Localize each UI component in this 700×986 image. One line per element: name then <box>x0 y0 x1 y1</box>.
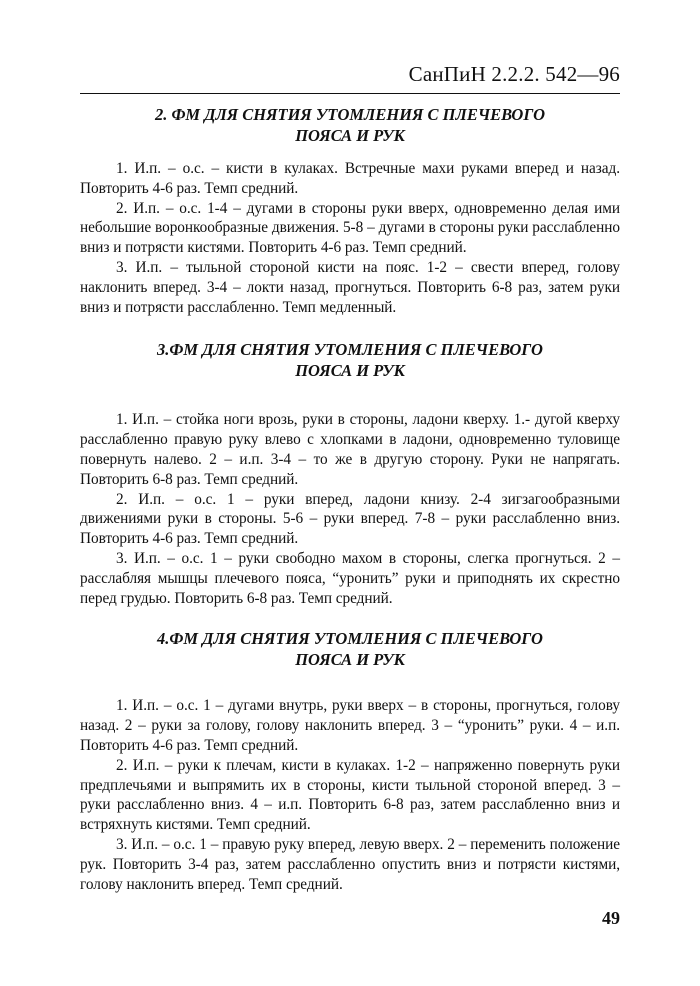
exercise-paragraph: 2. И.п. – о.с. 1-4 – дугами в стороны руки вверх, одновременно делая ими небольшие воронкообразные движения. 5-8 – дугами в стороны руки расслабленно вниз и потрясти кистями. Повторить 4-6 раз. Темп средний. <box>80 199 620 257</box>
section-title-line: 3.ФМ ДЛЯ СНЯТИЯ УТОМЛЕНИЯ С ПЛЕЧЕВОГО <box>157 340 543 360</box>
header-rule <box>80 93 620 94</box>
exercise-paragraph: 1. И.п. – о.с. – кисти в кулаках. Встречные махи руками вперед и назад. Повторить 4-6 раз. Темп средний. <box>80 160 620 197</box>
exercise-paragraph: 2. И.п. – руки к плечам, кисти в кулаках. 1-2 – напряженно повернуть руки предплечьями и выпрямить их в стороны, кисти тыльной стороной вперед. 3 – руки расслабленно вниз. 4 – и.п. Повторить 6-8 раз, затем расслабленно вниз и встряхнуть кистями. Темп средний. <box>80 756 620 834</box>
exercise-paragraph: 3. И.п. – о.с. 1 – руки свободно махом в стороны, слегка прогнуться. 2 – расслабляя мышцы плечевого пояса, “уронить” руки и приподнять их скрестно перед грудью. Повторить 6-8 раз. Темп средний. <box>80 549 620 607</box>
page-content <box>80 104 620 894</box>
section-title-line: ПОЯСА И РУК <box>295 650 405 670</box>
section-title-line: ПОЯСА И РУК <box>295 126 405 145</box>
section-title <box>80 628 620 670</box>
section-title-line: 4.ФМ ДЛЯ СНЯТИЯ УТОМЛЕНИЯ С ПЛЕЧЕВОГО <box>157 629 543 649</box>
section-title-line: 2. ФМ ДЛЯ СНЯТИЯ УТОМЛЕНИЯ С ПЛЕЧЕВОГО <box>154 105 545 124</box>
exercise-paragraph: 1. И.п. – стойка ноги врозь, руки в стороны, ладони кверху. 1.- дугой кверху расслабленно правую руку влево с хлопками в ладони, одновременно туловище повернуть налево. 2 – и.п. 3-4 – то же в другую сторону. Руки не напрягать. Повторить 6-8 раз. Темп средний. <box>80 411 620 488</box>
exercise-paragraph: 3. И.п. – тыльной стороной кисти на пояс. 1-2 – свести вперед, голову наклонить вперед. 3-4 – локти назад, прогнуться. Повторить 6-8 раз, затем руки вниз и потрясти расслабленно. Темп медленный. <box>80 258 620 316</box>
document-code: СанПиН 2.2.2. 542—96 <box>408 62 620 86</box>
section-title <box>80 104 620 146</box>
section-4 <box>80 628 620 894</box>
exercise-paragraph: 2. И.п. – о.с. 1 – руки вперед, ладони книзу. 2-4 зигзагообразными движениями руки в стороны. 5-6 – руки вперед. 7-8 – руки расслабленно вниз. Повторить 4-6 раз. Темп средний. <box>80 490 620 548</box>
section-title <box>80 339 620 381</box>
exercise-paragraph: 3. И.п. – о.с. 1 – правую руку вперед, левую вверх. 2 – переменить положение рук. Повторить 3-4 раз, затем расслабленно опустить вниз и потрясти кистями, голову наклонить вперед. Темп средний. <box>80 835 620 893</box>
section-title-line: ПОЯСА И РУК <box>295 361 405 381</box>
section-2 <box>80 104 620 317</box>
page-number: 49 <box>602 908 620 928</box>
exercise-paragraph: 1. И.п. – о.с. 1 – дугами внутрь, руки вверх – в стороны, прогнуться, голову назад. 2 – руки за голову, голову наклонить вперед. 3 – “уронить” руки. 4 – и.п. Повторить 4-6 раз. Темп средний. <box>80 697 620 754</box>
section-3 <box>80 339 620 608</box>
